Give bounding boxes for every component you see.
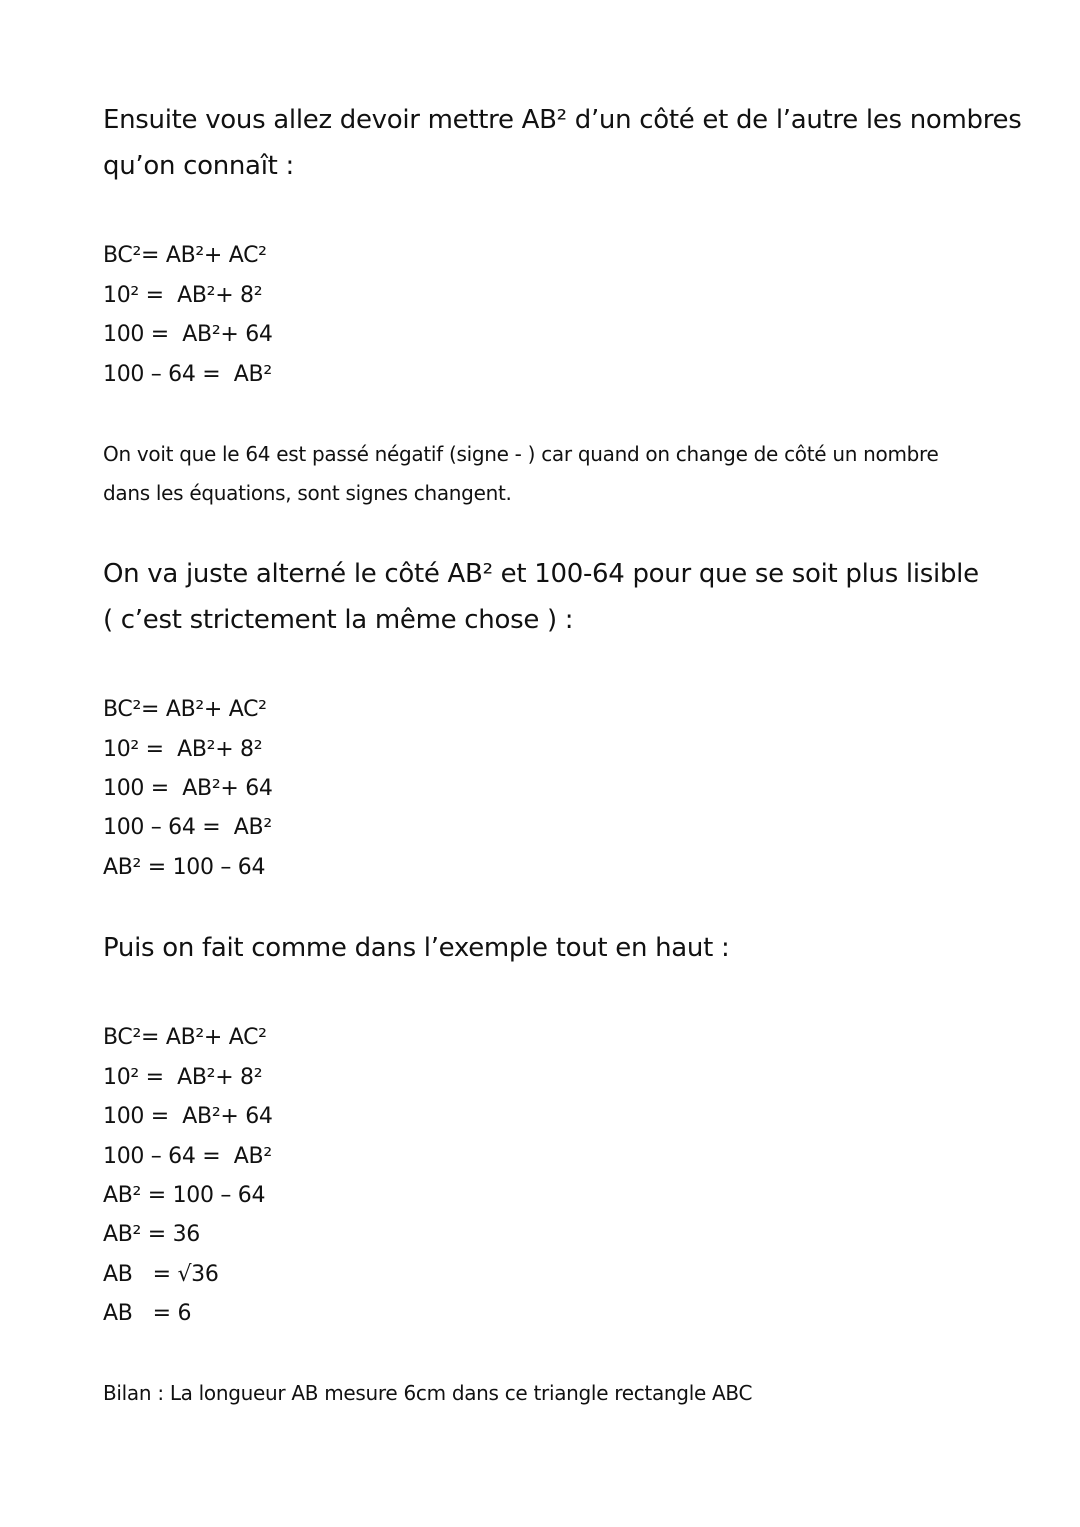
equation-line: 10² = AB²+ 8²	[103, 1065, 263, 1090]
equation-line: AB = √36	[103, 1262, 219, 1287]
equation-line: 10² = AB²+ 8²	[103, 283, 263, 308]
equation-line: AB = 6	[103, 1301, 192, 1326]
equation-line: BC²= AB²+ AC²	[103, 697, 267, 722]
equation-line: 100 – 64 = AB²	[103, 362, 272, 387]
summary-line: Bilan : La longueur AB mesure 6cm dans ce triangle rectangle ABC	[103, 1381, 753, 1405]
note-line-1: On voit que le 64 est passé négatif (signe - ) car quand on change de côté un nombre	[103, 442, 939, 466]
note-line-2: dans les équations, sont signes changent.	[103, 481, 512, 505]
equation-line: BC²= AB²+ AC²	[103, 243, 267, 268]
equation-line: AB² = 100 – 64	[103, 855, 266, 880]
equation-line: 100 = AB²+ 64	[103, 322, 273, 347]
intro-line-1: Ensuite vous allez devoir mettre AB² d’un côté et de l’autre les nombres	[103, 105, 1022, 135]
equation-line: 100 – 64 = AB²	[103, 815, 272, 840]
equation-line: BC²= AB²+ AC²	[103, 1025, 267, 1050]
equation-line: 100 – 64 = AB²	[103, 1144, 272, 1169]
then-line-1: Puis on fait comme dans l’exemple tout en haut :	[103, 933, 730, 963]
equation-line: AB² = 100 – 64	[103, 1183, 266, 1208]
equation-line: 100 = AB²+ 64	[103, 776, 273, 801]
swap-line-2: ( c’est strictement la même chose ) :	[103, 605, 574, 635]
equation-line: 10² = AB²+ 8²	[103, 737, 263, 762]
equation-line: 100 = AB²+ 64	[103, 1104, 273, 1129]
swap-line-1: On va juste alterné le côté AB² et 100-64 pour que se soit plus lisible	[103, 559, 979, 589]
equation-line: AB² = 36	[103, 1222, 200, 1247]
intro-line-2: qu’on connaît :	[103, 151, 294, 181]
